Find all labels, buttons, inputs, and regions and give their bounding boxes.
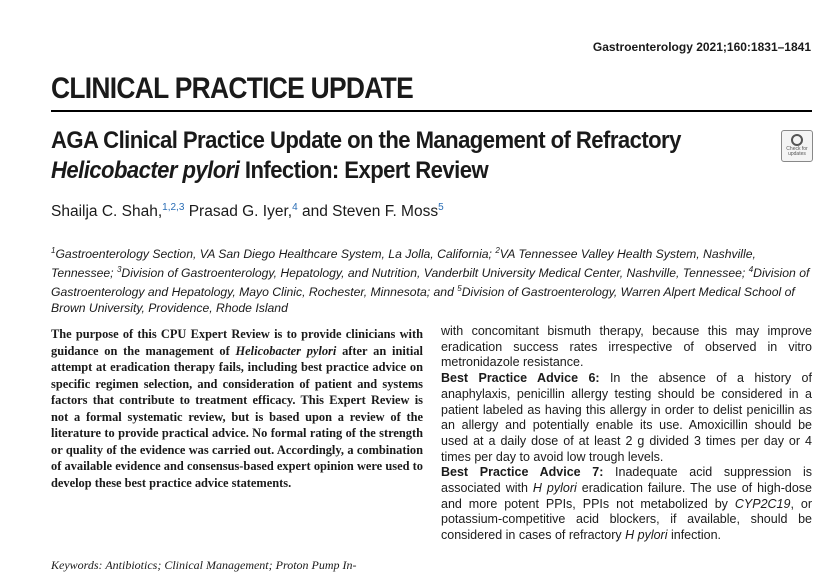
check-for-updates-button[interactable] [781, 130, 813, 162]
author-name: Shailja C. Shah, [51, 203, 163, 221]
abstract [51, 326, 423, 491]
journal-citation: Gastroenterology 2021;160:1831–1841 [592, 40, 811, 54]
affiliation-number: 5 [457, 284, 462, 294]
title-suffix: Infection: Expert Review [239, 157, 489, 184]
best-practice-advice-7 [441, 465, 812, 544]
advice-text: infection. [667, 528, 722, 543]
author-affiliation-link[interactable]: 4 [292, 202, 298, 213]
section-title: CLINICAL PRACTICE UPDATE [51, 72, 414, 105]
affiliation-text: Gastroenterology Section, VA San Diego Healthcare System, La Jolla, California; [55, 247, 496, 262]
author-list [51, 202, 444, 221]
organism-name: H pylori [532, 481, 577, 496]
author-affiliation-link[interactable]: 1,2,3 [162, 202, 185, 213]
affiliations [51, 243, 819, 316]
keywords: Keywords: Antibiotics; Clinical Management; Proton Pump In- [51, 558, 357, 572]
title-line-2 [51, 156, 732, 186]
paragraph-intro: with concomitant bismuth therapy, because this may improve eradication success rates irrespective of observed in vitro metronidazole resistance. [441, 324, 812, 370]
affiliation-text: VA Tennessee Valley Health System, Nashville, Tennessee; [51, 247, 756, 281]
abstract-text: The purpose of this CPU Expert Review is to provide clinicians with guidance on the management of [51, 327, 423, 358]
advice-text: Inadequate acid suppression is associated with [441, 465, 812, 496]
affiliation-number: 4 [748, 265, 754, 275]
check-for-updates-label: Check for updates [786, 146, 808, 157]
body-column [441, 324, 812, 544]
section-divider [51, 110, 812, 112]
author-name: Prasad G. Iyer, [184, 203, 293, 221]
affiliation-text: Division of Gastroenterology, Hepatology, and Nutrition, Vanderbilt University Medical Center, Nashville, Tennessee; [121, 266, 749, 281]
author-name: and Steven F. Moss [297, 203, 439, 221]
article-title [51, 126, 791, 186]
refresh-icon [791, 134, 803, 146]
affiliation-number: 1 [51, 246, 56, 255]
title-line-1: AGA Clinical Practice Update on the Management of Refractory [51, 127, 681, 154]
affiliation-text: Division of Gastroenterology, Warren Alpert Medical School of Brown University, Providence, Rhode Island [51, 285, 795, 316]
affiliation-number: 3 [116, 265, 122, 275]
title-organism: Helicobacter pylori [51, 157, 240, 184]
organism-name: H pylori [625, 528, 668, 543]
advice-label: Best Practice Advice 6: [441, 371, 600, 386]
best-practice-advice-6 [441, 371, 812, 465]
affiliation-text: Division of Gastroenterology and Hepatology, Mayo Clinic, Rochester, Minnesota; and [51, 266, 810, 300]
advice-text: In the absence of a history of anaphylaxis, penicillin allergy testing should be considered in a patient labeled as having this allergy in order to delist penicillin as an allergy and potentially enable its use. Amoxicillin should be used at a daily dose of at least 2 g divided 3 times per day or 4 times per day to avoid low trough levels. [441, 371, 812, 464]
advice-label: Best Practice Advice 7: [441, 465, 604, 480]
abstract-text: after an initial attempt at eradication therapy fails, including best practice advice on specific regimen selection, and consideration of patient and systems factors that contribute to treatment efficacy. This Expert Review is not a formal systematic review, but is based upon a review of the literature to provide practical advice. No formal rating of the strength or quality of the evidence was carried out. Accordingly, a combination of available evidence and consensus-based expert opinion were used to develop these best practice advice statements. [51, 343, 423, 490]
advice-text: , or potassium-competitive acid blockers, if available, should be considered in cases of refractory [441, 496, 812, 543]
gene-name: CYP2C19 [734, 496, 791, 511]
abstract-organism: Helicobacter pylori [235, 343, 337, 358]
author-affiliation-link[interactable]: 5 [438, 202, 444, 213]
affiliation-number: 2 [495, 246, 500, 255]
advice-text: eradication failure. The use of high-dose and more potent PPIs, PPIs not metabolized by [441, 481, 812, 511]
